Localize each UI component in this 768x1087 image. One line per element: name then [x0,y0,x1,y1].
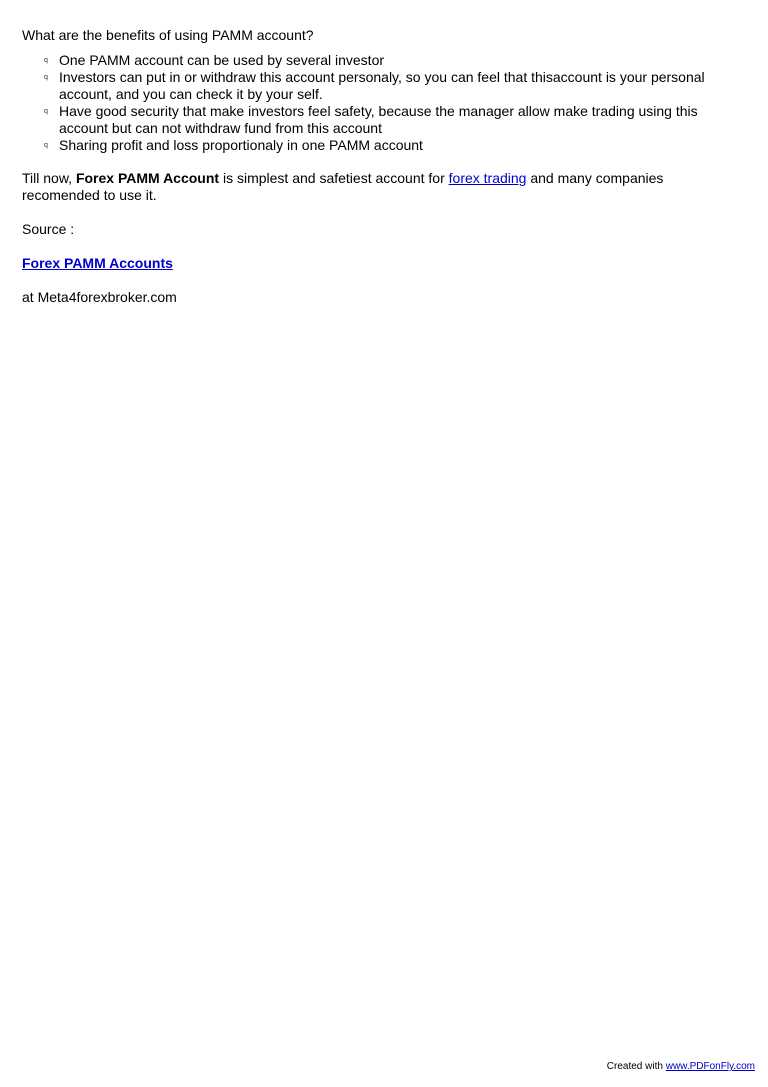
benefits-list [22,52,722,154]
list-item-text: Have good security that make investors feel safety, because the manager allow make trading using this account but can not withdraw fund from this account [59,103,698,136]
bullet-icon: q [44,57,48,64]
summary-text-3: and many companies recomended to use it. [22,170,664,203]
bullet-icon: q [44,74,48,81]
bullet-icon: q [44,108,48,115]
list-item-text: Investors can put in or withdraw this account personaly, so you can feel that thisaccount is your personal account, and you can check it by your self. [59,69,705,102]
list-item-text: One PAMM account can be used by several investor [59,52,385,68]
summary-bold-text: Forex PAMM Account [75,170,220,186]
summary-text-1: Till now, [22,170,76,186]
bullet-icon: q [44,142,48,149]
summary-text-2: is simplest and safetiest account for [219,170,449,186]
forex-trading-link[interactable]: forex trading [448,170,527,186]
forex-pamm-accounts-link[interactable]: Forex PAMM Accounts [22,255,173,271]
source-label: Source : [22,221,75,237]
document-page [22,27,722,323]
summary-paragraph [22,170,722,204]
list-item [22,52,722,69]
source-link-line [22,255,722,272]
list-item-text: Sharing profit and loss proportionaly in one PAMM account [59,137,423,153]
footer-prefix: Created with [606,1061,666,1072]
pdfonfly-link[interactable]: www.PDFonFly.com [665,1061,755,1072]
list-item [22,103,722,137]
footer-credit [607,1061,755,1073]
document-heading: What are the benefits of using PAMM account? [22,27,314,43]
list-item [22,137,722,154]
source-site: at Meta4forexbroker.com [22,289,177,305]
list-item [22,69,722,103]
